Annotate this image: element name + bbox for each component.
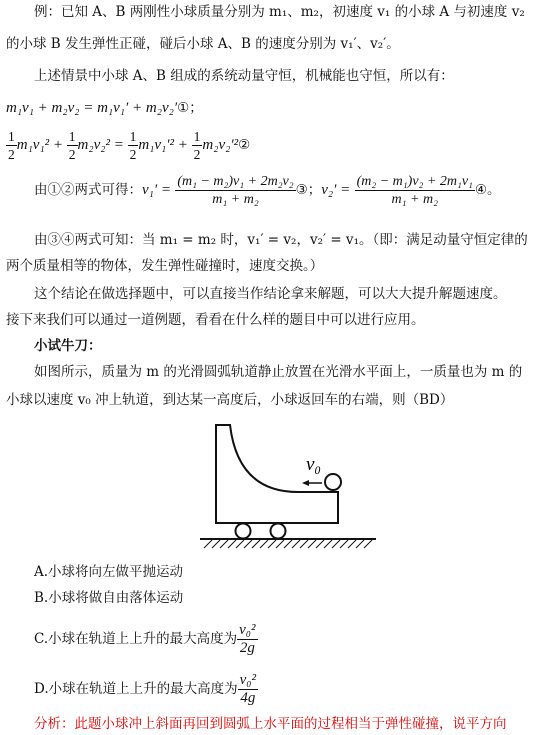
conclusion-line-1: 由③④两式可知：当 m₁ = m₂ 时，v₁′ = v₂，v₂′ = v₁。（即：满足动量守恒定律的 [34,232,528,248]
intro-line-2: 的小球 B 发生弹性正碰，碰后小球 A、B 的速度分别为 v₁′、v₂′。 [6,36,400,52]
option-b: B.小球将做自由落体运动 [34,590,184,606]
wheel-left [236,524,251,539]
equation-momentum-text: m₁v₁ + m₂v₂ = m₁v₁′ + m₂v₂′ [6,100,178,116]
energy-term-3: m₁v₁′² + [138,137,192,153]
energy-term-2: m₂v₂² = [77,137,128,153]
equation-energy-mark: ② [238,137,251,153]
option-d-text: D.小球在轨道上上升的最大高度为 [34,681,238,697]
option-a: A.小球将向左做平抛运动 [34,564,184,580]
ball [325,474,341,490]
track-figure [198,420,378,560]
problem-line-1: 如图所示，质量为 m 的光滑圆弧轨道静止放置在光滑水平面上，一质量也为 m 的 [34,364,523,380]
mark-4: ④。 [474,182,501,198]
option-c [34,618,258,660]
v2-prime-fraction: $\frac{\text{(m₂ − m₁)v₂ + 2m₁v₁}}{\text{m₁ + m₂}}$ [356,174,473,207]
section-title: 小试牛刀： [34,338,102,354]
velocity-arrowhead [302,480,309,486]
option-c-fraction: $\frac{\text{v₀²}}{2g}$ [239,622,256,656]
mark-3: ③； [295,182,322,198]
v1-prime-fraction: $\frac{\text{(m₁ − m₂)v₁ + 2m₂v₂}}{\text{m₁ + m₂}}$ [177,174,294,207]
velocity-label: v₀ [306,454,322,475]
intro-line-3: 上述情景中小球 A、B 组成的系统动量守恒，机械能也守恒，所以有： [34,68,454,84]
v1-prime-label: v₁′ = [142,182,172,198]
equation-energy [6,126,532,164]
option-d [34,668,258,710]
option-c-text: C.小球在轨道上上升的最大高度为 [34,631,238,647]
ground-hatching [204,540,372,548]
conclusion-line-3: 这个结论在做选择题中，可以直接当作结论拿来解题，可以大大提升解题速度。 [34,286,507,302]
conclusion-line-2: 两个质量相等的物体，发生弹性碰撞时，速度交换。） [6,258,324,274]
energy-term-4: m₂v₂′² [202,137,239,153]
equation-momentum-mark: ①； [177,100,203,116]
energy-term-1: m₁v₁² + [16,137,67,153]
analysis-text: 分析：此题小球冲上斜面再回到圆弧上水平面的过程相当于弹性碰撞，说平方向 [34,716,507,732]
half-fraction-4: $\frac{1}{2}$ [193,129,201,162]
half-fraction-2: $\frac{1}{2}$ [68,129,76,162]
half-fraction-1: $\frac{1}{2}$ [8,129,15,162]
conclusion-line-4: 接下来我们可以通过一道例题，看看在什么样的题目中可以进行应用。 [6,312,425,328]
derived-velocities [34,170,534,210]
half-fraction-3: $\frac{1}{2}$ [129,129,137,162]
equation-momentum [6,98,532,118]
option-d-fraction: $\frac{\text{v₀²}}{4g}$ [239,672,257,706]
derive-prefix: 由①②两式可得： [34,182,142,198]
intro-line-1: 例：已知 A、B 两刚性小球质量分别为 m₁、m₂，初速度 v₁ 的小球 A 与初速度 v₂ [34,4,525,20]
v2-prime-label: v₂′ = [321,182,351,198]
problem-line-2: 小球以速度 v₀ 冲上轨道，到达某一高度后，小球返回车的右端，则（BD） [6,392,454,408]
wheel-right [271,524,286,539]
